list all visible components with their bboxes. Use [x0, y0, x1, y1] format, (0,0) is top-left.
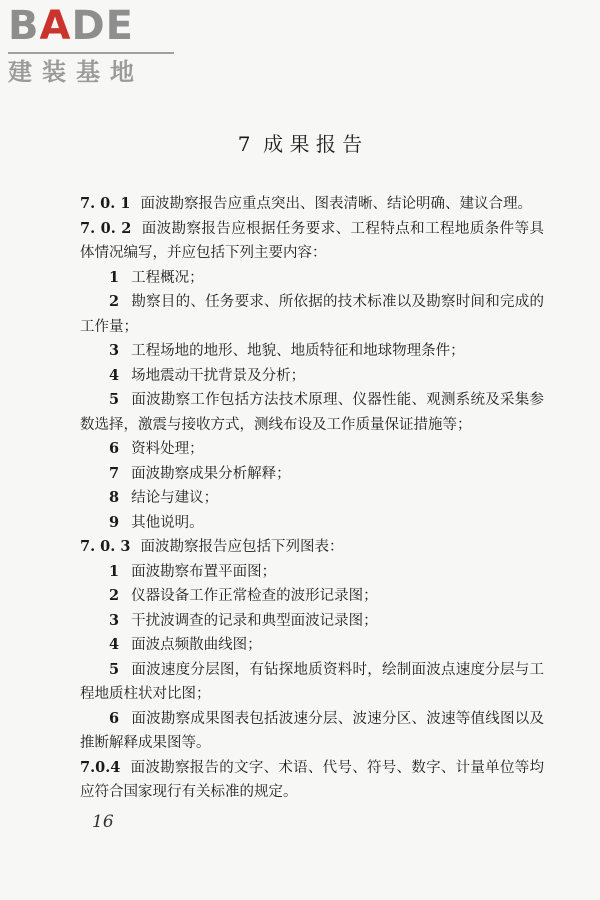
- clause-7-0-1: [80, 192, 544, 217]
- list-item: [80, 290, 544, 339]
- item-text: 勘察目的、任务要求、所依据的技术标准以及勘察时间和完成的工作量；: [80, 294, 544, 335]
- list-item: [80, 658, 544, 707]
- logo-wordmark: [8, 3, 134, 49]
- item-number: 6: [109, 440, 120, 457]
- item-number: 3: [109, 342, 120, 359]
- document-body: [80, 192, 544, 805]
- logo-letter-b: B: [8, 3, 40, 49]
- page-number: 16: [92, 812, 114, 832]
- chapter-title: 7 成 果 报 告: [237, 132, 363, 156]
- clause-number: 7. 0. 2: [80, 219, 132, 237]
- clause-7-0-3: [80, 535, 544, 560]
- logo-subtitle: 建装基地: [8, 58, 144, 86]
- list-item: [80, 560, 544, 585]
- item-text: 结论与建议；: [131, 490, 219, 506]
- list-item: [80, 364, 544, 389]
- list-item: [80, 511, 544, 536]
- item-text: 面波点频散曲线图；: [131, 637, 262, 653]
- clause-text: 面波勘察报告应包括下列图表：: [140, 539, 344, 555]
- item-number: 7: [109, 464, 120, 482]
- list-item: [80, 584, 544, 609]
- item-number: 5: [109, 391, 120, 408]
- item-text: 面波勘察布置平面图；: [131, 563, 277, 580]
- list-item: [80, 486, 544, 511]
- logo-divider: [8, 52, 174, 54]
- item-number: 4: [109, 366, 120, 384]
- item-text: 面波勘察工作包括方法技术原理、仪器性能、观测系统及采集参数选择，激震与接收方式，测线布设及工作质量保证措施等；: [80, 392, 544, 433]
- list-item: [80, 266, 544, 291]
- list-item: [80, 462, 544, 487]
- list-item: [80, 633, 544, 658]
- item-number: 8: [109, 489, 120, 506]
- clause-text: 面波勘察报告应根据任务要求、工程特点和工程地质条件等具体情况编写，并应包括下列主要内容：: [80, 220, 544, 261]
- item-text: 工程概况；: [131, 269, 204, 286]
- brand-logo: [8, 3, 178, 88]
- clause-7-0-2: [80, 217, 544, 266]
- item-number: 1: [109, 562, 120, 580]
- list-item: [80, 609, 544, 634]
- logo-letter-a: A: [39, 3, 72, 49]
- item-number: 4: [109, 636, 120, 653]
- item-number: 9: [109, 513, 120, 531]
- item-number: 5: [109, 660, 120, 678]
- item-number: 6: [109, 709, 120, 727]
- item-text: 资料处理；: [131, 441, 204, 457]
- item-text: 面波勘察成果分析解释；: [131, 465, 291, 482]
- clause-number: 7. 0. 3: [80, 538, 131, 555]
- item-text: 其他说明。: [131, 514, 204, 531]
- item-text: 仪器设备工作正常检查的波形记录图；: [131, 588, 378, 604]
- clause-7-0-4: [80, 756, 544, 805]
- item-text: 面波速度分层图，有钻探地质资料时，绘制面波点速度分层与工程地质柱状对比图；: [80, 661, 544, 702]
- logo-letters-de: DE: [71, 3, 134, 49]
- item-number: 2: [109, 587, 120, 604]
- item-number: 1: [109, 268, 120, 286]
- item-text: 干扰波调查的记录和典型面波记录图；: [131, 612, 378, 629]
- list-item: [80, 339, 544, 364]
- clause-number: 7. 0. 1: [80, 195, 131, 212]
- list-item: [80, 707, 544, 756]
- clause-number: 7.0.4: [80, 758, 121, 776]
- list-item: [80, 437, 544, 462]
- item-text: 工程场地的地形、地貌、地质特征和地球物理条件；: [131, 343, 465, 359]
- list-item: [80, 388, 544, 437]
- item-number: 3: [109, 611, 120, 629]
- clause-text: 面波勘察报告的文字、术语、代号、符号、数字、计量单位等均应符合国家现行有关标准的规定。: [80, 759, 544, 800]
- item-number: 2: [109, 293, 120, 310]
- item-text: 场地震动干扰背景及分析；: [131, 367, 306, 384]
- clause-text: 面波勘察报告应重点突出、图表清晰、结论明确、建议合理。: [140, 196, 532, 212]
- item-text: 面波勘察成果图表包括波速分层、波速分区、波速等值线图以及推断解释成果图等。: [80, 710, 544, 751]
